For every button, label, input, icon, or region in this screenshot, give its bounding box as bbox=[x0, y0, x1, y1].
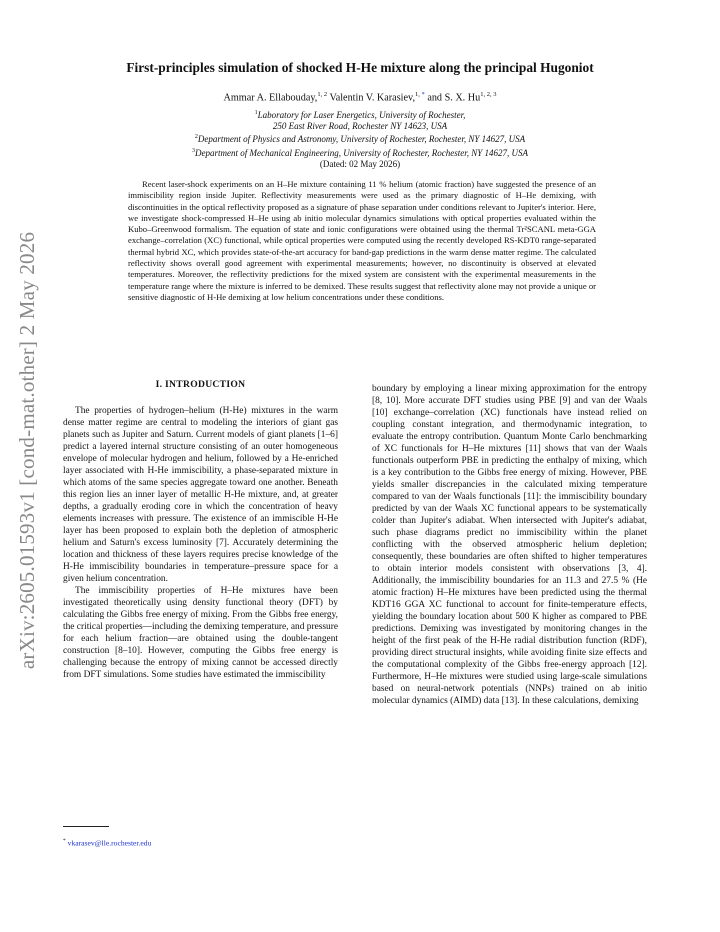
author-1: Ammar A. Ellabouday, bbox=[223, 92, 318, 104]
affiliation-1-address: 250 East River Road, Rochester NY 14623, USA bbox=[272, 121, 448, 132]
author-list bbox=[60, 91, 660, 103]
author-2: Valentin V. Karasiev, bbox=[329, 92, 416, 104]
intro-paragraph-1: The properties of hydrogen–helium (H-He) mixtures in the warm dense matter regime are central to modeling the interiors of giant gas planets such as Jupiter and Saturn. Current models of giant planets [1–6] predict a layered internal structure consisting of an outer homogeneous envelope of molecular hydrogen and helium, followed by a He-enriched layer associated with H-He immiscibility, a phase-separated mixture in which atoms of the same species aggregate toward one another. Beneath this region lies an inner layer of metallic H-He mixture, and, at greater depths, a gradually eroding core in which the concentration of heavy elements increases with pressure. The existence of an immiscible H-He layer has been proposed to explain both the depletion of atmospheric helium and Saturn's excess luminosity [7]. Accurately determining the location and thickness of these layers requires precise knowledge of the H-He immiscibility boundaries in temperature–pressure space for a given helium concentration. bbox=[63, 406, 338, 584]
section-heading: I. INTRODUCTION bbox=[155, 379, 246, 390]
left-column bbox=[63, 379, 338, 681]
author-2-affil: 1, * bbox=[415, 91, 425, 98]
arxiv-identifier bbox=[6, 210, 50, 690]
paper-title: First-principles simulation of shocked H-He mixture along the principal Hugoniot bbox=[126, 60, 594, 75]
affiliations bbox=[60, 108, 660, 170]
author-3-affil: 1, 2, 3 bbox=[480, 91, 497, 98]
affiliation-2: $^2$Department of Physics and Astronomy, University of Rochester, Rochester, NY 14627, USA bbox=[194, 134, 526, 145]
date-line: (Dated: 02 May 2026) bbox=[319, 158, 401, 169]
intro-paragraph-2: The immiscibility properties of H–He mixtures have been investigated theoretically using density functional theory (DFT) by calculating the Gibbs free energy of mixing. From the Gibbs free energy, the critical properties—including the demixing temperature, and pressure for each helium fraction—are obtained using the double-tangent construction [8–10]. However, computing the Gibbs free energy is challenging because the entropy of mixing cannot be accessed directly from DFT simulations. Some studies have estimated the immiscibility bbox=[63, 586, 338, 680]
author-1-affil: 1, 2 bbox=[317, 91, 328, 98]
corresponding-author-link[interactable]: * bbox=[421, 91, 425, 98]
right-column bbox=[372, 383, 647, 707]
author-3: and S. X. Hu bbox=[427, 92, 481, 104]
affiliation-1: $^1$Laboratory for Laser Energetics, University of Rochester, bbox=[254, 110, 466, 120]
abstract: Recent laser-shock experiments on an H–He mixture containing 11 % helium (atomic fraction) have suggested the presence of an immiscibility region inside Jupiter. Reflectivity measurements were used as the primary diagnostic of H–He demixing, with discontinuities in the optical reflectivity proposed as a signature of phase separation under conditions relevant to Jupiter's interior. Here, we investigate shock-compressed H–He using ab initio molecular dynamics simulations with optical properties evaluated within the Kubo–Greenwood formalism. The equation of state and ionic configurations were obtained using the thermal Tr²SCANL meta-GGA exchange–correlation (XC) functional, while optical properties were computed using the recently developed RS-KDT0 range-separated thermal hybrid XC, which provides state-of-the-art accuracy for band-gap predictions in the warm dense matter regime. The calculated reflectivity shows overall good agreement with experimental measurements; however, no discontinuity is observed at elevated temperatures. Moreover, the reflectivity predictions for the mixed system are consistent with the experimental measurements in the temperature range where the mixture is inferred to be demixed. These results suggest that reflectivity alone may not provide a unique or sensitive diagnostic of H-He demixing at low helium concentrations under these conditions. bbox=[128, 179, 596, 302]
email-link[interactable]: vkarasev@lle.rochester.edu bbox=[67, 838, 152, 848]
arxiv-id-text: arXiv:2605.01593v1 [cond-mat.other] 2 May 2026 bbox=[15, 231, 40, 669]
footnote-marker: * bbox=[63, 838, 66, 844]
footnote-divider bbox=[63, 826, 109, 827]
footnote bbox=[63, 838, 151, 848]
intro-paragraph-3: boundary by employing a linear mixing approximation for the entropy [8, 10]. More accurate DFT studies using PBE [9] and van der Waals [10] exchange–correlation (XC) functionals have instead relied on coupling constant integration, and thermodynamic integration, to evaluate the entropy contribution. Quantum Monte Carlo benchmarking of XC functionals for H–He mixtures [11] shows that van der Waals functionals outperform PBE in predicting the enthalpy of mixing, which is a key contribution to the Gibbs free energy of mixing. However, PBE yields smaller discrepancies in the calculated mixing temperature compared to van der Waals functionals [11]: the immiscibility boundary predicted by van der Waals XC functional appears to be systematically colder than Jupiter's adiabat. When intersected with Jupiter's adiabat, such phase diagrams predict no immiscibility within the planet conflicting with the observed atmospheric helium depletion; consequently, these boundaries are often shifted to higher temperatures to obtain interior models consistent with observations [3, 4]. Additionally, the immiscibility boundaries for an 11.3 and 27.5 % (He atomic fraction) H–He mixtures have been predicted using the thermal KDT16 GGA XC functional to account for finite-temperature effects, yielding the boundary location about 500 K higher as compared to PBE predictions. Demixing was investigated by monitoring changes in the height of the first peak of the H-He radial distribution function (RDF), providing direct structural insights, while avoiding finite size effects and the computational complexity of the Gibbs free-energy approach [12]. Furthermore, H–He mixtures were studied using large-scale simulations based on neural-network potentials (NNPs) trained on ab initio molecular dynamics (AIMD) data [13]. In these calculations, demixing bbox=[372, 384, 647, 706]
affiliation-3: $^3$Department of Mechanical Engineering, University of Rochester, Rochester, NY 14627, USA bbox=[192, 147, 528, 158]
